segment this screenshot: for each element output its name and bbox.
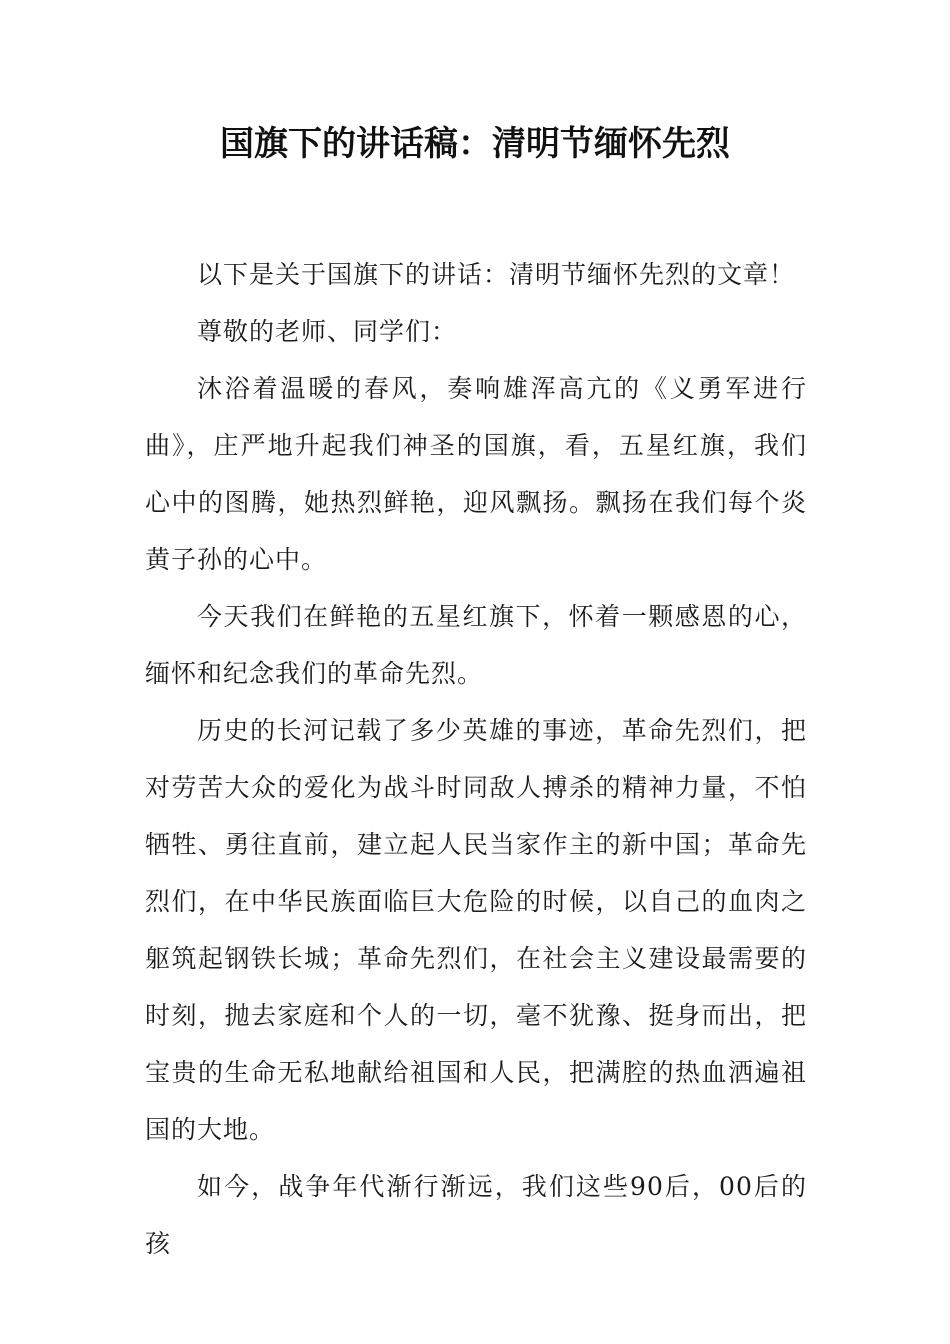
paragraph-salutation: 尊敬的老师、同学们：: [197, 317, 458, 346]
paragraph-nowadays: 如今，战争年代渐行渐远，我们这些90后，00后的孩: [145, 1172, 807, 1258]
document-body: [145, 246, 807, 1272]
paragraph-history: 历史的长河记载了多少英雄的事迹，革命先烈们，把对劳苦大众的爱化为战斗时同敌人搏杀的精神力量，不怕牺牲、勇往直前，建立起人民当家作主的新中国；革命先烈们，在中华民族面临巨大危险的时候，以自己的血肉之躯筑起钢铁长城；革命先烈们，在社会主义建设最需要的时刻，抛去家庭和个人的一切，毫不犹豫、挺身而出，把宝贵的生命无私地献给祖国和人民，把满腔的热血洒遍祖国的大地。: [145, 716, 807, 1144]
paragraph-intro: 以下是关于国旗下的讲话：清明节缅怀先烈的文章！: [197, 260, 796, 289]
paragraph-commemorate: 今天我们在鲜艳的五星红旗下，怀着一颗感恩的心，缅怀和纪念我们的革命先烈。: [145, 602, 807, 688]
document-title: 国旗下的讲话稿：清明节缅怀先烈: [220, 124, 730, 164]
paragraph-spring-breeze: 沐浴着温暖的春风，奏响雄浑高亢的《义勇军进行曲》，庄严地升起我们神圣的国旗，看，五星红旗，我们心中的图腾，她热烈鲜艳，迎风飘扬。飘扬在我们每个炎黄子孙的心中。: [145, 374, 807, 574]
